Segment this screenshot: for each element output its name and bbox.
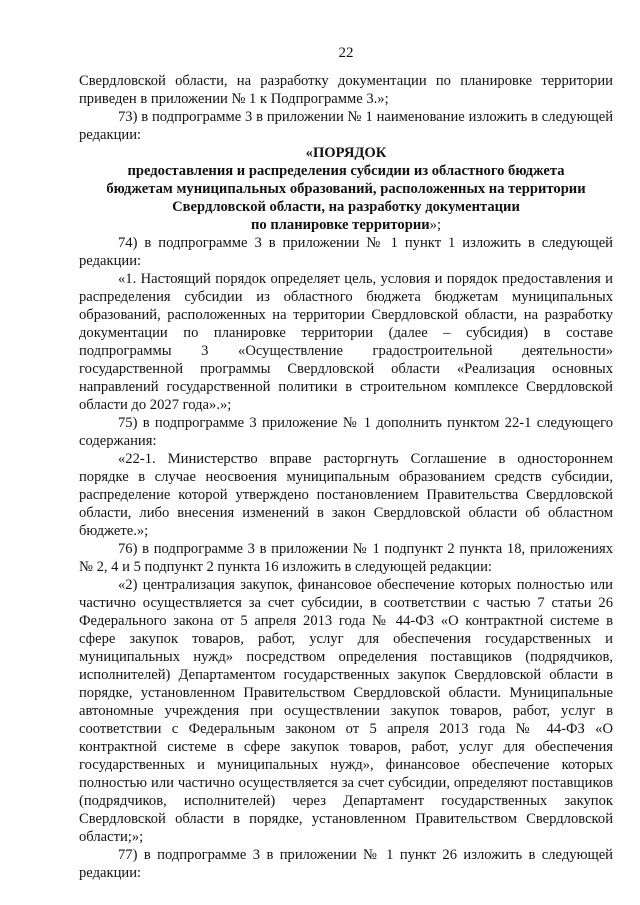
title-line-4: Свердловской области, на разработку документации: [172, 199, 520, 215]
title-line-5-text: по планировке территории: [250, 217, 430, 233]
paragraph-quote-22-1: «22-1. Министерство вправе расторгнуть Соглашение в одностороннем порядке в случае неосвоения муниципальным образованием средств субсидии, распределение которой утверждено постановлением Правительства Свердловской области, либо внесения изменений в закон Свердловской области об областном бюджете.»;: [79, 451, 613, 539]
title-line-1: «ПОРЯДОК: [305, 145, 387, 161]
paragraph-item-73: 73) в подпрограмме 3 в приложении № 1 наименование изложить в следующей редакции:: [79, 109, 613, 143]
page-number: 22: [338, 45, 354, 61]
paragraph-continuation: Свердловской области, на разработку документации по планировке территории приведен в приложении № 1 к Подпрограмме 3.»;: [79, 73, 613, 107]
paragraph-item-74: 74) в подпрограмме 3 в приложении № 1 пункт 1 изложить в следующей редакции:: [79, 235, 613, 269]
title-line-2: предоставления и распределения субсидии из областного бюджета: [127, 163, 565, 179]
document-title: [79, 144, 613, 234]
paragraph-item-77: 77) в подпрограмме 3 в приложении № 1 пункт 26 изложить в следующей редакции:: [79, 847, 613, 881]
document-body: [79, 72, 613, 882]
paragraph-item-75: 75) в подпрограмме 3 приложение № 1 дополнить пунктом 22-1 следующего содержания:: [79, 415, 613, 449]
title-line-5: [79, 216, 613, 234]
title-line-5-tail: »;: [429, 217, 442, 233]
paragraph-item-76: 76) в подпрограмме 3 в приложении № 1 подпункт 2 пункта 18, приложениях № 2, 4 и 5 подпункт 2 пункта 16 изложить в следующей редакции:: [79, 541, 613, 575]
paragraph-quote-1: «1. Настоящий порядок определяет цель, условия и порядок предоставления и распределения субсидии из областного бюджета бюджетам муниципальных образований, расположенных на территории Свердловской области, на разработку документации по планировке территории (далее – субсидия) в составе подпрограммы 3 «Осуществление градостроительной деятельности» государственной программы Свердловской области «Реализация основных направлений государственной политики в строительном комплексе Свердловской области до 2027 года».»;: [79, 271, 613, 413]
paragraph-quote-2: «2) централизация закупок, финансовое обеспечение которых полностью или частично осуществляется за счет субсидии, в соответствии с частью 7 статьи 26 Федерального закона от 5 апреля 2013 года № 44-ФЗ «О контрактной системе в сфере закупок товаров, работ, услуг для обеспечения государственных и муниципальных нужд» посредством определения поставщиков (подрядчиков, исполнителей) Департаментом государственных закупок Свердловской области в порядке, установленном Правительством Свердловской области. Муниципальные автономные учреждения при осуществлении закупок товаров, работ, услуг в соответствии с Федеральным законом от 5 апреля 2013 года № 44-ФЗ «О контрактной системе в сфере закупок товаров, работ, услуг для обеспечения государственных и муниципальных нужд», финансовое обеспечение которых полностью или частично осуществляется за счет субсидии, определяют поставщиков (подрядчиков, исполнителей) через Департамент государственных закупок Свердловской области в порядке, установленном Правительством Свердловской области;»;: [79, 577, 613, 845]
title-line-3: бюджетам муниципальных образований, расположенных на территории: [106, 181, 586, 197]
